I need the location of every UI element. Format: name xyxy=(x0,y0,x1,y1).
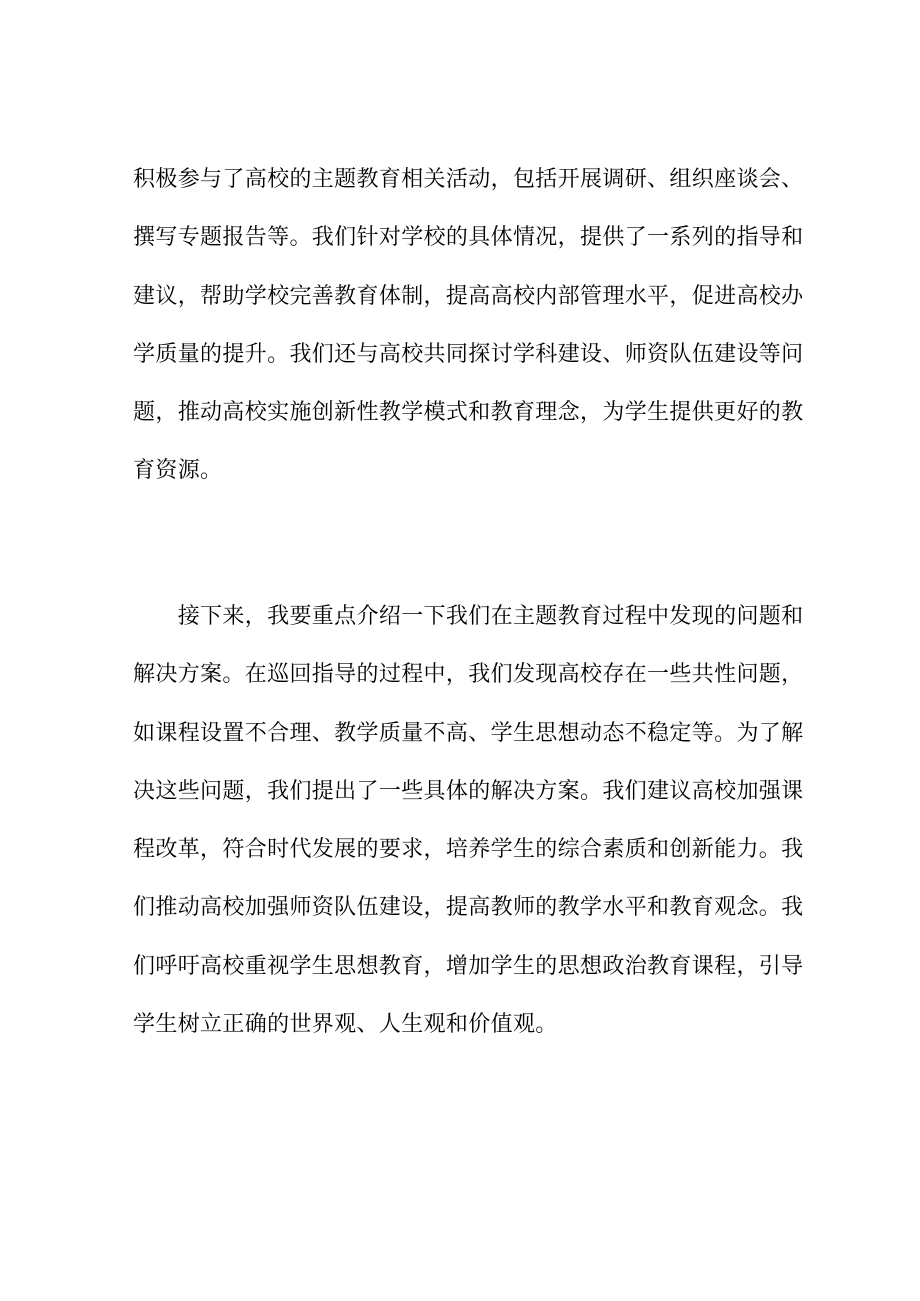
text-line: 建议，帮助学校完善教育体制，提高高校内部管理水平，促进高校办 xyxy=(133,283,804,309)
text-line: 程改革，符合时代发展的要求，培养学生的综合素质和创新能力。我 xyxy=(133,837,804,863)
text-line: 如课程设置不合理、教学质量不高、学生思想动态不稳定等。为了解 xyxy=(133,720,804,746)
text-line: 决这些问题，我们提出了一些具体的解决方案。我们建议高校加强课 xyxy=(133,778,804,804)
text-line: 们呼吁高校重视学生思想教育，增加学生的思想政治教育课程，引导 xyxy=(133,953,804,979)
paragraph-1 xyxy=(133,151,804,501)
text-line: 学质量的提升。我们还与高校共同探讨学科建设、师资队伍建设等问 xyxy=(133,341,804,367)
paragraph-2 xyxy=(133,588,804,1054)
text-line: 撰写专题报告等。我们针对学校的具体情况，提供了一系列的指导和 xyxy=(133,225,804,251)
text-line: 解决方案。在巡回指导的过程中，我们发现高校存在一些共性问题， xyxy=(133,662,804,688)
text-line: 学生树立正确的世界观、人生观和价值观。 xyxy=(133,1012,558,1038)
text-line: 积极参与了高校的主题教育相关活动，包括开展调研、组织座谈会、 xyxy=(133,167,804,192)
text-line: 接下来，我要重点介绍一下我们在主题教育过程中发现的问题和 xyxy=(133,604,804,629)
text-line: 育资源。 xyxy=(133,458,223,484)
text-line: 们推动高校加强师资队伍建设，提高教师的教学水平和教育观念。我 xyxy=(133,895,804,921)
text-line: 题，推动高校实施创新性教学模式和教育理念，为学生提供更好的教 xyxy=(133,400,804,426)
